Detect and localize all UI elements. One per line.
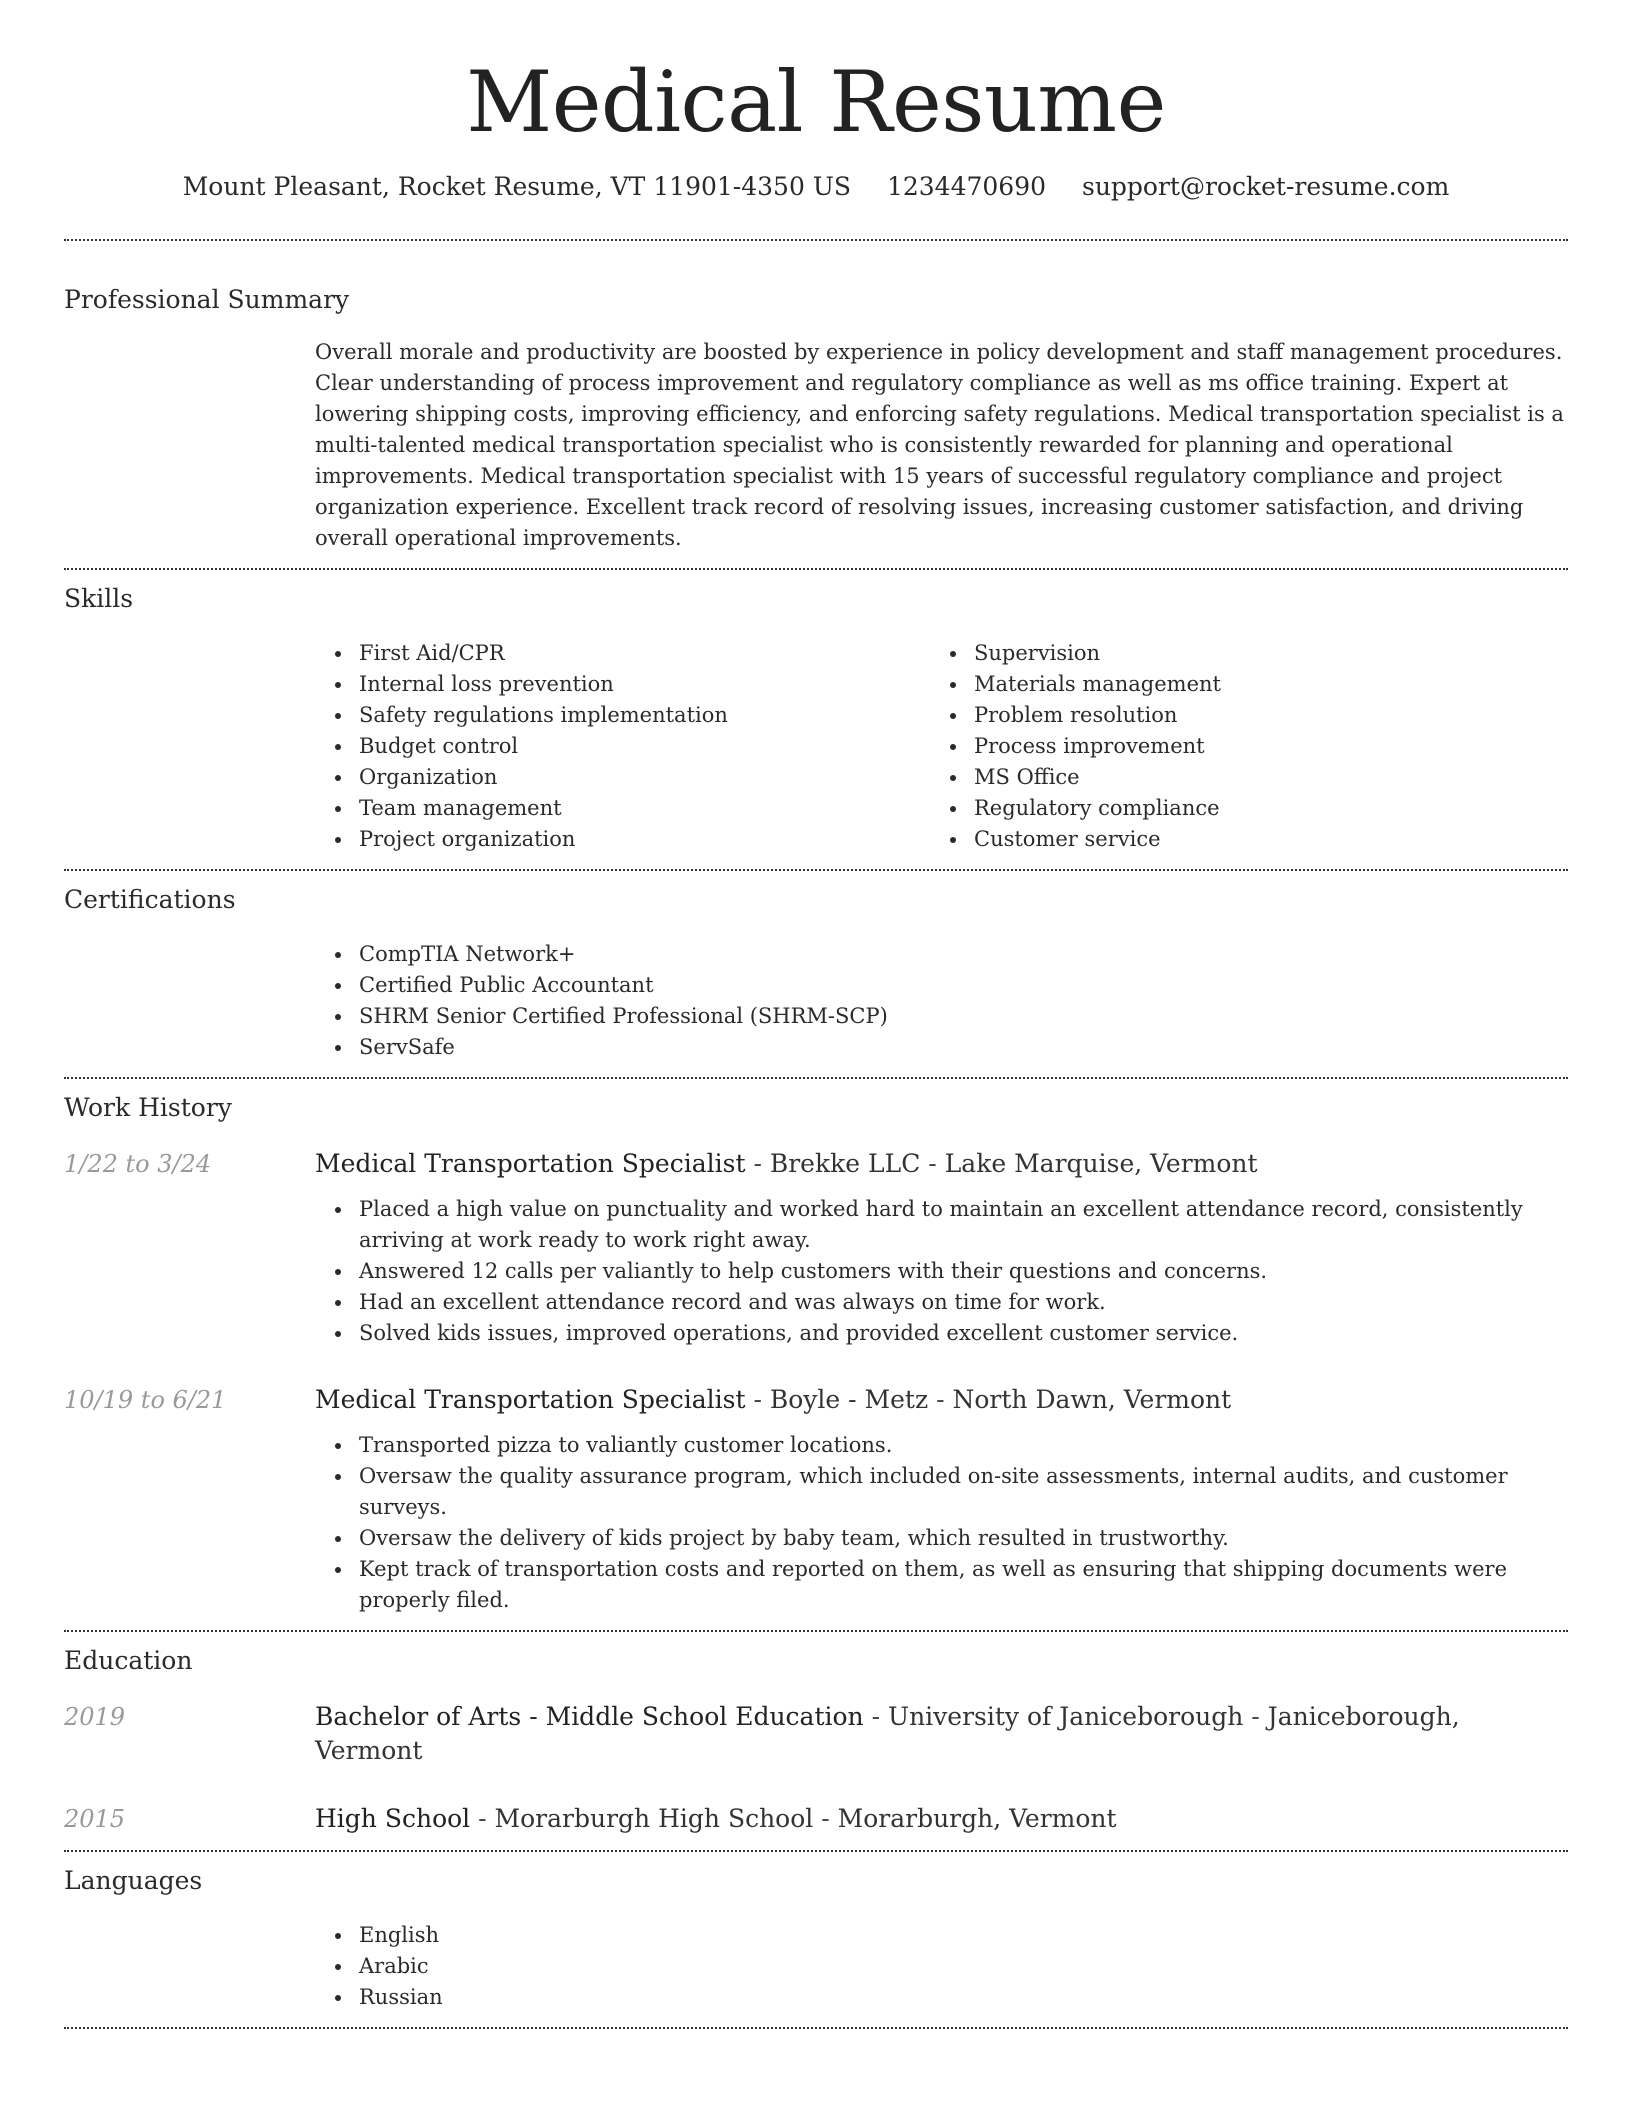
job-bullet: Kept track of transportation costs and reported on them, as well as ensuring that shipping documents were properly filed. [359,1554,1568,1616]
job-heading: Medical Transportation Specialist - Boyle - Metz - North Dawn, Vermont [315,1385,1232,1414]
education-heading: Education [64,1646,193,1675]
education-entry [64,1700,1568,1768]
education-school: Morarburgh High School [494,1804,814,1833]
language-item: English [359,1920,1568,1951]
job-title: Medical Transportation Specialist [315,1385,746,1414]
contact-email: support@rocket-resume.com [1081,172,1450,201]
resume-page [64,0,1568,2029]
education-section [64,1632,1568,1836]
skill-item: Supervision [974,638,1545,669]
job-bullet: Had an excellent attendance record and was always on time for work. [359,1287,1568,1318]
education-location: Morarburgh, Vermont [837,1804,1117,1833]
job-bullets [315,1194,1568,1349]
skill-item: Safety regulations implementation [359,700,930,731]
certifications-section [64,871,1568,1063]
job-company: Brekke LLC [769,1149,921,1178]
language-item: Russian [359,1982,1568,2013]
certifications-heading: Certifications [64,885,236,914]
work-history-section [64,1079,1568,1616]
skill-item: Project organization [359,824,930,855]
education-degree: High School [315,1804,471,1833]
certifications-list [315,939,1568,1063]
job-dates: 1/22 to 3/24 [64,1150,212,1178]
skills-column-right [930,638,1545,855]
education-degree: Bachelor of Arts - Middle School Education [315,1702,864,1731]
job-bullets [315,1430,1568,1616]
skill-item: Regulatory compliance [974,793,1545,824]
certification-item: Certified Public Accountant [359,970,1568,1001]
skill-item: Problem resolution [974,700,1545,731]
skill-item: First Aid/CPR [359,638,930,669]
job-title: Medical Transportation Specialist [315,1149,746,1178]
resume-title: Medical Resume [466,53,1166,151]
job-bullet: Placed a high value on punctuality and worked hard to maintain an excellent attendance record, consistently arriving at work ready to work right away. [359,1194,1568,1256]
education-location: Janiceborough, Vermont [315,1702,1460,1765]
education-entry [64,1802,1568,1836]
languages-list [315,1920,1568,2013]
job-bullet: Solved kids issues, improved operations, and provided excellent customer service. [359,1318,1568,1349]
skill-item: Customer service [974,824,1545,855]
job-bullet: Answered 12 calls per valiantly to help customers with their questions and concerns. [359,1256,1568,1287]
job-bullet: Oversaw the delivery of kids project by baby team, which resulted in trustworthy. [359,1523,1568,1554]
job-entry [64,1147,1568,1349]
certification-item: ServSafe [359,1032,1568,1063]
job-bullet: Transported pizza to valiantly customer locations. [359,1430,1568,1461]
certification-item: CompTIA Network+ [359,939,1568,970]
contact-phone: 1234470690 [886,172,1047,201]
skill-item: Process improvement [974,731,1545,762]
job-heading: Medical Transportation Specialist - Brekke LLC - Lake Marquise, Vermont [315,1149,1258,1178]
job-entry [64,1383,1568,1616]
languages-section [64,1852,1568,2013]
work-history-heading: Work History [64,1093,232,1122]
skill-item: MS Office [974,762,1545,793]
skill-item: Materials management [974,669,1545,700]
education-year: 2015 [64,1805,126,1833]
job-bullet: Oversaw the quality assurance program, which included on-site assessments, internal audits, and customer surveys. [359,1461,1568,1523]
education-heading-line: Bachelor of Arts - Middle School Education - University of Janiceborough - Janiceborough, Vermont [315,1702,1460,1765]
education-school: University of Janiceborough [888,1702,1244,1731]
education-heading-line: High School - Morarburgh High School - Morarburgh, Vermont [315,1804,1117,1833]
skill-item: Organization [359,762,930,793]
summary-section [64,241,1568,554]
skill-item: Budget control [359,731,930,762]
education-year: 2019 [64,1703,126,1731]
skills-section [64,570,1568,855]
languages-heading: Languages [64,1866,203,1895]
certification-item: SHRM Senior Certified Professional (SHRM-SCP) [359,1001,1568,1032]
summary-text: Overall morale and productivity are boosted by experience in policy development and staff management procedures. Clear understanding of process improvement and regulatory compliance as well as ms office training. Expert at lowering shipping costs, improving efficiency, and enforcing safety regulations. Medical transportation specialist is a multi-talented medical transportation specialist who is consistently rewarded for planning and operational improvements. Medical transportation specialist with 15 years of successful regulatory compliance and project organization experience. Excellent track record of resolving issues, increasing customer satisfaction, and driving overall operational improvements. [315,340,1564,550]
language-item: Arabic [359,1951,1568,1982]
job-location: Lake Marquise, Vermont [944,1149,1258,1178]
skill-item: Internal loss prevention [359,669,930,700]
skills-column-left [315,638,930,855]
skills-grid [315,638,1568,855]
skills-heading: Skills [64,584,134,613]
divider [64,2027,1568,2029]
summary-heading: Professional Summary [64,285,350,314]
job-location: North Dawn, Vermont [952,1385,1232,1414]
skill-item: Team management [359,793,930,824]
contact-line [64,170,1568,204]
contact-address: Mount Pleasant, Rocket Resume, VT 11901-4350 US [182,172,852,201]
job-dates: 10/19 to 6/21 [64,1386,227,1414]
job-company: Boyle - Metz [769,1385,929,1414]
